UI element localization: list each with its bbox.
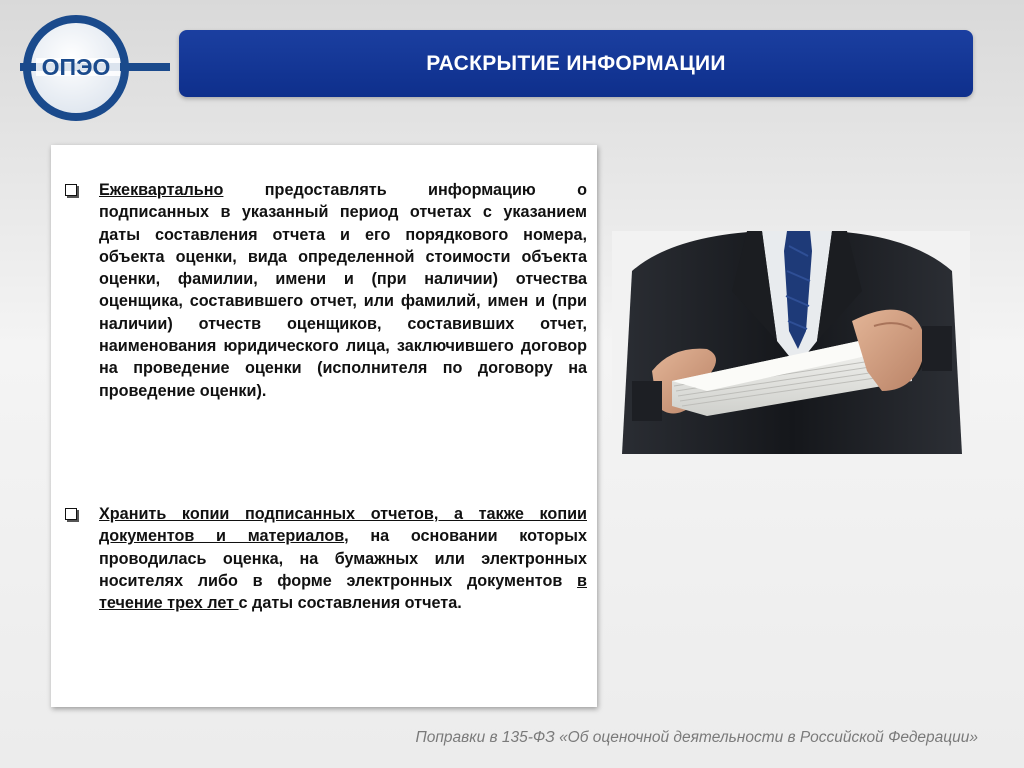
logo-emblem-icon [20, 12, 170, 124]
footer-caption: Поправки в 135-ФЗ «Об оценочной деятельности в Российской Федерации» [415, 729, 978, 746]
bullet-item-quarterly [61, 179, 587, 402]
document-stack-photo [612, 231, 970, 454]
bullet-term: в течение трех лет [99, 571, 587, 613]
opeo-logo [20, 12, 170, 124]
bullet-lead: Ежеквартально [99, 181, 224, 199]
bullet-body: , на основании которых проводилась оценка, на бумажных или электронных носителях либо в форме электронных документов [99, 527, 587, 590]
content-card [51, 145, 597, 707]
bullet-item-storage [61, 503, 587, 614]
checkbox-bullet-icon [65, 184, 77, 196]
businessman-holding-papers-icon [612, 231, 970, 454]
bullet-body: предоставлять информацию о подписанных в указанный период отчетах с указанием даты составления отчета и его порядкового номера, объекта оценки, вида определенной стоимости объекта оценки, фамилии, имени и (при наличии) отчества оценщика, составившего отчет, или фамилий, имен и (при наличии) отчеств оценщиков, составивших отчет, наименования юридического лица, заключившего договор на проведение оценки (исполнителя по договору на проведение оценки). [99, 181, 587, 400]
bullet-text [99, 179, 587, 402]
checkbox-bullet-icon [65, 508, 77, 520]
bullet-body-end: с даты составления отчета. [238, 594, 462, 613]
bullet-text [99, 503, 587, 614]
title-bar [179, 30, 973, 97]
page-title: РАСКРЫТИЕ ИНФОРМАЦИИ [426, 51, 726, 75]
bullet-lead: Хранить копии подписанных отчетов, а также копии документов и материалов [99, 505, 587, 546]
logo-text: ОПЭО [41, 54, 111, 80]
